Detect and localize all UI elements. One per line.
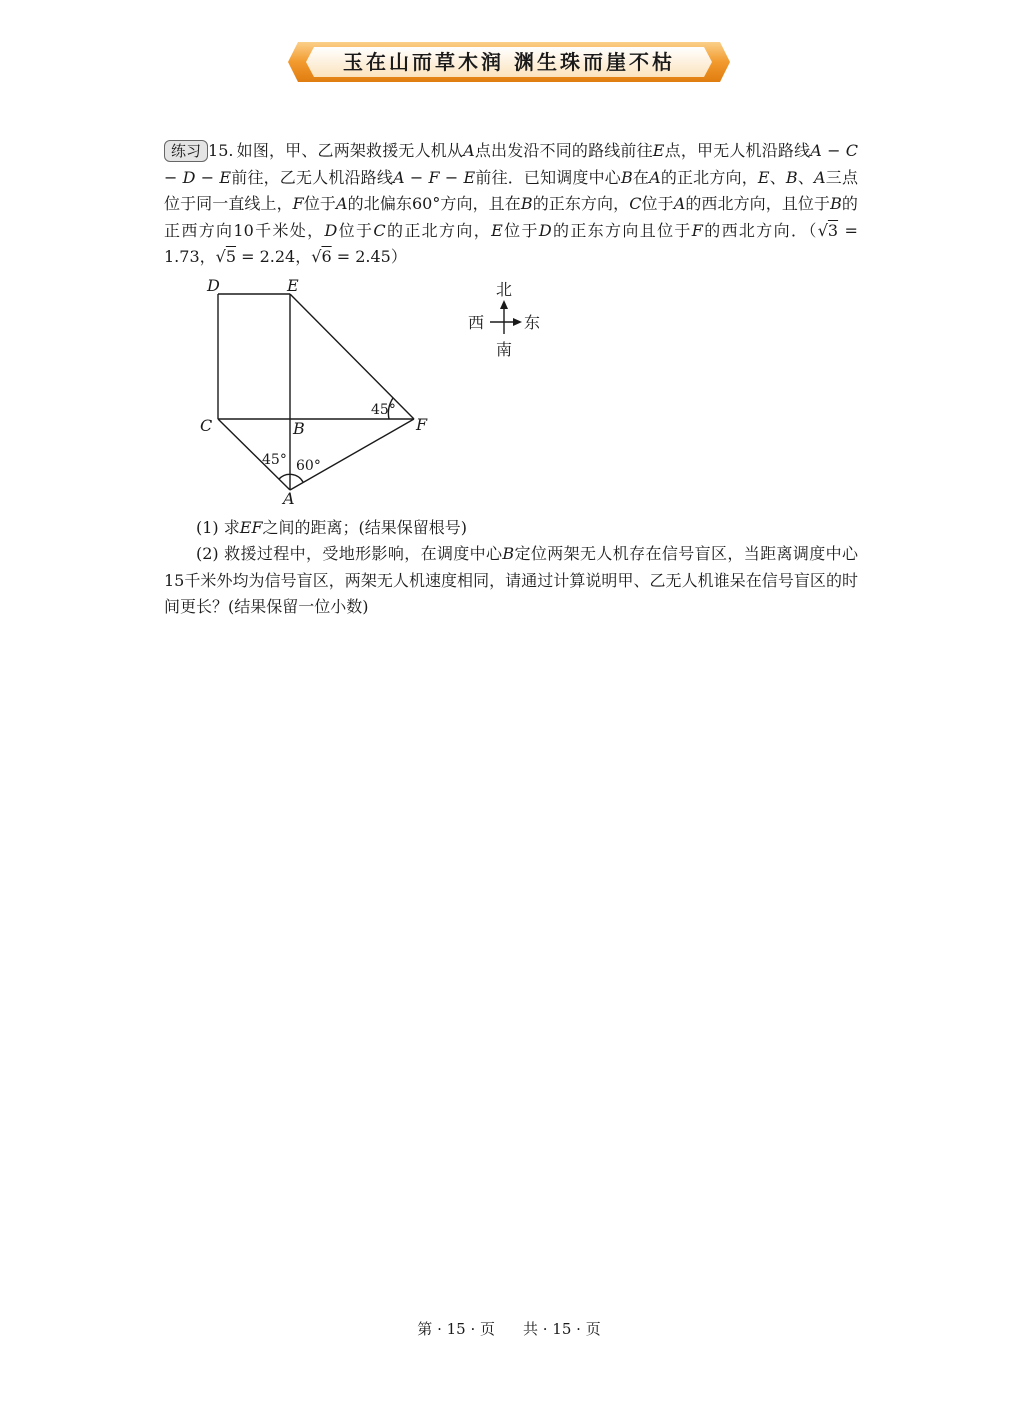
text: 点，甲无人机沿路线 — [664, 141, 811, 160]
text: 的西北方向．（ — [702, 220, 818, 240]
var: A — [673, 194, 686, 213]
question-number: 15. — [208, 141, 234, 160]
text: 的正北方向， — [660, 167, 758, 187]
label-west: 西 — [468, 313, 485, 332]
text: 的正北方向， — [385, 220, 492, 240]
exercise-tag: 练习 — [164, 140, 208, 162]
label-A: A — [283, 489, 295, 508]
text: 点出发沿不同的路线前往 — [474, 141, 653, 160]
text: 位于 — [641, 194, 674, 213]
radicand: 6 — [321, 247, 332, 266]
var: EF — [239, 518, 263, 537]
sqrt-sign: √ — [311, 247, 322, 266]
label-north: 北 — [496, 280, 513, 299]
label-D: D — [207, 276, 220, 295]
compass-rose — [462, 276, 552, 366]
var: C — [373, 220, 386, 240]
text: 的正西方向10千米处， — [164, 194, 858, 240]
banner-motto: 玉在山而草木润 渊生珠而崖不枯 — [343, 50, 675, 74]
text: 前往．已知调度中心 — [475, 167, 621, 187]
var: E — [757, 167, 770, 187]
route: A − F − E — [393, 167, 476, 187]
problem-statement — [164, 138, 858, 271]
var: D — [324, 220, 338, 240]
text: 位于 — [303, 194, 337, 213]
text: = 2.24， — [236, 247, 312, 266]
text: 的正东方向且位于 — [551, 220, 692, 240]
total-pages: 共 · 15 · 页 — [523, 1320, 601, 1338]
label-east: 东 — [524, 313, 541, 332]
label-B: B — [293, 419, 305, 438]
north-arrowhead — [500, 300, 508, 309]
sub-question-1 — [164, 515, 858, 542]
text: 、 — [797, 167, 815, 187]
text: 前往，乙无人机沿路线 — [231, 167, 394, 187]
text: 如图，甲、乙两架救援无人机从 — [236, 141, 464, 160]
text: = 2.45） — [331, 247, 407, 266]
text: = 1.73， — [164, 220, 858, 266]
text: 、 — [769, 167, 786, 187]
label-C: C — [200, 416, 213, 435]
text: 在 — [632, 167, 650, 187]
motto-banner — [288, 40, 730, 84]
var: A — [649, 167, 661, 187]
text: 的北偏东60°方向，且在 — [347, 194, 521, 213]
var: A — [336, 194, 348, 213]
sqrt-sign: √ — [215, 247, 226, 266]
east-arrowhead — [513, 318, 522, 326]
var: A — [463, 141, 475, 160]
var: F — [691, 220, 703, 240]
text: 位于 — [337, 220, 374, 240]
geometry-figure — [190, 272, 440, 508]
angle-arc-A — [279, 474, 303, 482]
segment-AF — [290, 419, 414, 490]
angle-label-A-left: 45° — [262, 452, 287, 468]
text: (1) 求 — [196, 518, 240, 537]
label-E: E — [287, 276, 299, 295]
var: B — [785, 167, 798, 187]
text: 之间的距离；(结果保留根号) — [262, 518, 468, 537]
sqrt-sign: √ — [817, 220, 828, 240]
var: B — [830, 194, 842, 213]
angle-label-A-right: 60° — [296, 458, 321, 474]
text: 位于 — [502, 220, 539, 240]
text: 定位两架无人机存在信号盲区，当距离调度中心15千米外均为信号盲区，两架无人机速度相同，请通过计算说明甲、乙无人机谁呆在信号盲区的时间更长？(结果保留一位小数) — [164, 544, 858, 616]
text: (2) 救援过程中，受地形影响，在调度中心 — [196, 544, 503, 563]
var: A — [814, 167, 826, 187]
page-footer — [0, 1318, 1018, 1339]
var: B — [620, 167, 633, 187]
route: A − C − D − E — [164, 141, 858, 187]
var: B — [502, 544, 515, 563]
var: D — [538, 220, 552, 240]
text: 三点位于同一直线上， — [164, 167, 858, 213]
label-south: 南 — [496, 340, 513, 359]
var: C — [629, 194, 642, 213]
radicand: 5 — [225, 247, 237, 266]
sub-question-2 — [164, 541, 858, 621]
label-F: F — [416, 415, 428, 434]
var: E — [652, 141, 665, 160]
segment-EF — [290, 294, 414, 419]
angle-label-F: 45° — [371, 402, 396, 418]
text: 的西北方向，且位于 — [685, 194, 831, 213]
text: 的正东方向， — [532, 194, 630, 213]
radicand: 3 — [827, 220, 839, 240]
page-number: 第 · 15 · 页 — [417, 1320, 495, 1338]
var: F — [292, 194, 304, 213]
var: B — [520, 194, 533, 213]
var: E — [491, 220, 503, 240]
